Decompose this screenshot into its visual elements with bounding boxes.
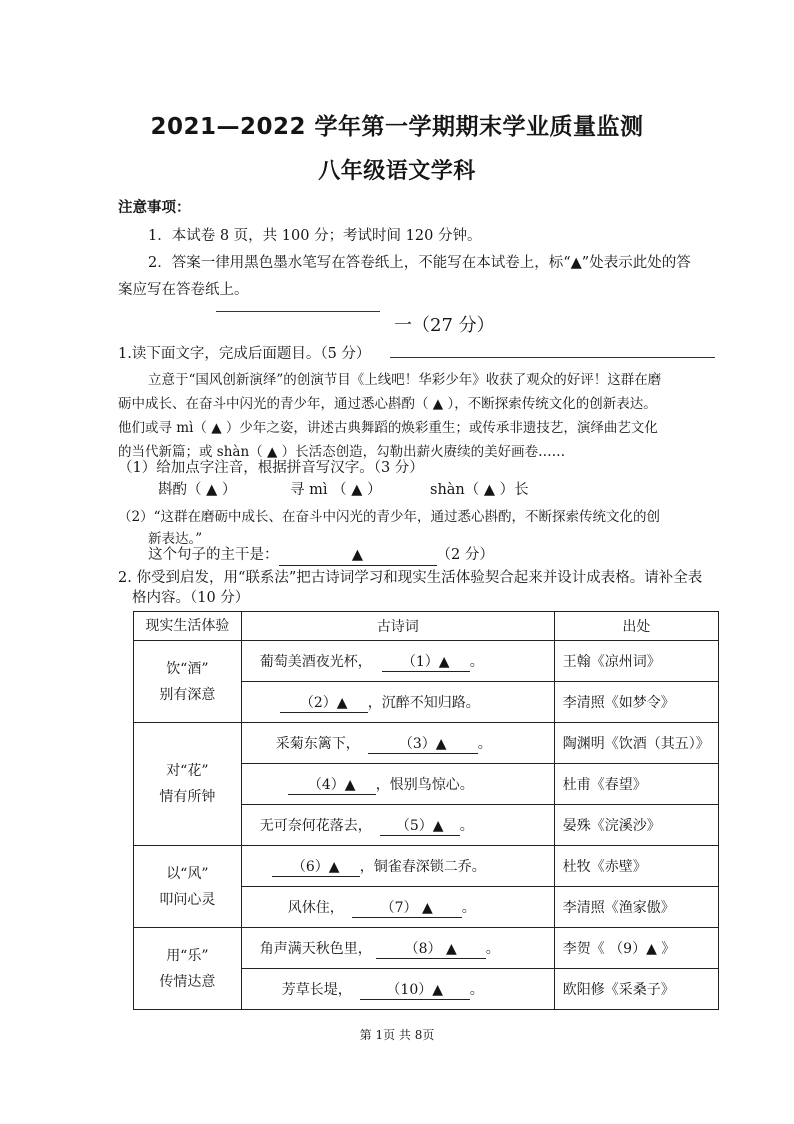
- poem-cell: 无可奈何花落去， （5）▲ 。: [241, 805, 554, 846]
- source-cell: 李清照《如梦令》: [554, 682, 718, 723]
- answer-blank-1[interactable]: （1）▲: [382, 651, 470, 672]
- poem-cell: 角声满天秋色里， （8） ▲ 。: [241, 928, 554, 969]
- table-header-poem: 古诗词: [241, 612, 554, 641]
- answer-blank-3[interactable]: （3）▲: [368, 733, 478, 754]
- source-cell: 杜牧《赤壁》: [554, 846, 718, 887]
- notes-item-2-line1: 2．答案一律用黑色墨水笔写在答卷纸上，不能写在本试卷上，标“▲”处表示此处的答: [148, 255, 691, 271]
- q1-stem: 1.读下面文字，完成后面题目。（5 分）: [118, 346, 371, 362]
- q1-passage-line2: 砺中成长、在奋斗中闪光的青少年，通过悉心斟酌（ ▲ ），不断探索传统文化的创新表达。: [118, 396, 657, 412]
- source-cell: 欧阳修《采桑子》: [554, 969, 718, 1010]
- source-cell: 李清照《渔家傲》: [554, 887, 718, 928]
- topic-cell-wine: 饮“酒” 别有深意: [134, 641, 242, 723]
- table-row: [134, 641, 719, 682]
- q1-passage-line4: 的当代新篇；或 shàn（ ▲ ）长活态创造，勾勒出薪火赓续的美好画卷……: [118, 444, 566, 460]
- source-cell: 晏殊《浣溪沙》: [554, 805, 718, 846]
- topic-cell-wind: 以“风” 叩问心灵: [134, 846, 242, 928]
- poem-cell: （4）▲ ，恨别鸟惊心。: [241, 764, 554, 805]
- q1-passage-line1: 立意于“国风创新演绎”的创演节目《上线吧！华彩少年》收获了观众的好评！这群在磨: [148, 372, 662, 388]
- q1-sub1-item-c: shàn（ ▲ ）长: [430, 482, 529, 498]
- q1-sub2-answer: [148, 545, 494, 566]
- page-number: 第 1页 共 8页: [359, 1028, 435, 1042]
- table-row: [134, 723, 719, 764]
- notes-item-2-line2: 案应写在答卷纸上。: [118, 282, 249, 298]
- topic-cell-music: 用“乐” 传情达意: [134, 928, 242, 1010]
- table-header-source: 出处: [554, 612, 718, 641]
- topic-cell-flower: 对“花” 情有所钟: [134, 723, 242, 846]
- q1-sub1-item-a: 斟酌（ ▲ ）: [158, 482, 237, 498]
- answer-blank-2[interactable]: （2）▲: [280, 692, 368, 713]
- q1-passage-line3: 他们或寻 mì（ ▲ ）少年之姿，讲述古典舞蹈的焕彩重生；或传承非遗技艺，演绎曲艺文化: [118, 420, 658, 436]
- notes-heading: 注意事项：: [118, 200, 191, 216]
- q1-sub1-item-b: 寻 mì （ ▲ ）: [290, 482, 382, 498]
- q2-stem-line1: 2. 你受到启发，用“联系法”把古诗词学习和现实生活体验契合起来并设计成表格。请补全表: [118, 570, 703, 586]
- table-row: [134, 846, 719, 887]
- source-cell: 王翰《凉州词》: [554, 641, 718, 682]
- poem-cell: 芳草长堤， （10）▲ 。: [241, 969, 554, 1010]
- source-cell: 陶渊明《饮酒（其五）》: [554, 723, 718, 764]
- source-cell: 李贺《 （9）▲ 》: [554, 928, 718, 969]
- answer-blank-7[interactable]: （7） ▲: [352, 897, 462, 918]
- table-row: [134, 928, 719, 969]
- poem-cell: （2）▲ ，沉醉不知归路。: [241, 682, 554, 723]
- answer-blank-5[interactable]: （5）▲: [380, 815, 460, 836]
- poem-cell: （6）▲ ，铜雀春深锁二乔。: [241, 846, 554, 887]
- answer-blank-10[interactable]: （10）▲: [360, 979, 470, 1000]
- exam-subtitle: 八年级语文学科: [318, 159, 476, 184]
- q1-sub2-line2: 新表达。”: [148, 531, 203, 547]
- exam-title: 2021—2022 学年第一学期期末学业质量监测: [150, 114, 644, 140]
- q1-stem-rule: [390, 357, 715, 358]
- answer-blank-4[interactable]: （4）▲: [288, 774, 376, 795]
- table-header-experience: 现实生活体验: [134, 612, 242, 641]
- answer-blank-6[interactable]: （6）▲: [272, 856, 360, 877]
- q1-sub2-line1: （2）“这群在磨砺中成长、在奋斗中闪光的青少年，通过悉心斟酌，不断探索传统文化的创: [118, 509, 660, 525]
- answer-blank-8[interactable]: （8） ▲: [376, 938, 486, 959]
- poem-cell: 葡萄美酒夜光杯， （1）▲ 。: [241, 641, 554, 682]
- poem-cell: 采菊东篱下， （3）▲ 。: [241, 723, 554, 764]
- section-heading: 一（27 分）: [394, 315, 495, 336]
- section-divider-left: [216, 311, 380, 312]
- q1-sub2-ask: 这个句子的主干是：: [148, 547, 279, 563]
- poem-cell: 风休住， （7） ▲ 。: [241, 887, 554, 928]
- q1-sub1: （1）给加点字注音，根据拼音写汉字。（3 分）: [118, 460, 424, 476]
- poetry-table: [133, 611, 719, 1010]
- table-header-row: [134, 612, 719, 641]
- q1-sub2-score: （2 分）: [436, 547, 494, 563]
- source-cell: 杜甫《春望》: [554, 764, 718, 805]
- q1-sub2-blank[interactable]: ▲: [279, 545, 437, 566]
- q2-stem-line2: 格内容。（10 分）: [132, 590, 250, 606]
- notes-item-1: 1．本试卷 8 页，共 100 分；考试时间 120 分钟。: [148, 228, 482, 244]
